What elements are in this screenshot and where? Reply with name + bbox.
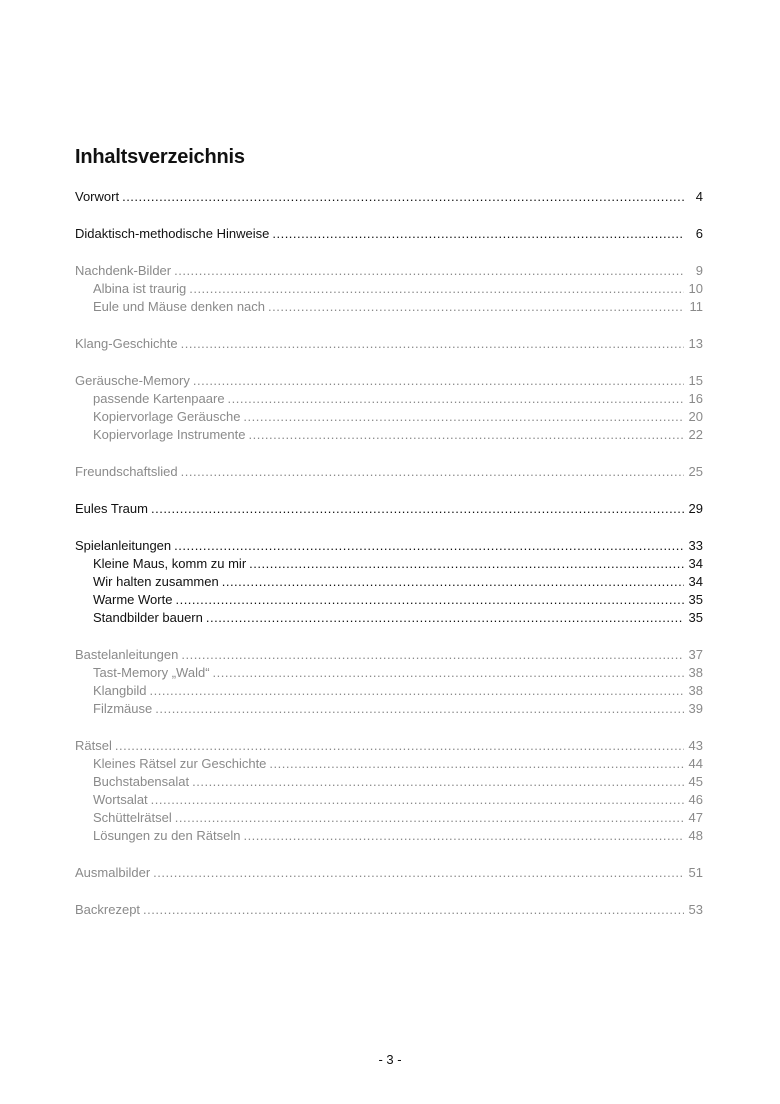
toc-entry[interactable] [75,463,703,481]
toc-entry-title: Wir halten zusammen [93,574,219,589]
toc-section [75,372,703,444]
dot-leader [193,372,684,390]
toc-entry-title: Buchstabensalat [93,774,190,789]
toc-subentry[interactable] [75,755,703,773]
toc-page-number: 39 [688,701,703,716]
dot-leader [213,664,684,682]
dot-leader [150,682,685,700]
toc-section [75,225,703,243]
toc-entry-title: Bastelanleitungen [75,647,179,662]
toc-section [75,737,703,845]
toc-subentry[interactable] [75,682,703,700]
toc-subentry[interactable] [75,280,703,298]
toc-entry[interactable] [75,335,703,353]
toc-entry-title: Freundschaftslied [75,464,178,479]
toc-section [75,646,703,718]
toc-page-number: 20 [688,409,703,424]
dot-leader [222,573,684,591]
toc-section [75,901,703,919]
toc-page-number: 35 [688,610,703,625]
toc-entry[interactable] [75,537,703,555]
dot-leader [181,335,684,353]
dot-leader [228,390,684,408]
toc-subentry[interactable] [75,609,703,627]
toc-entry-title: Albina ist traurig [93,281,187,296]
toc-section [75,500,703,518]
toc-page-number: 25 [688,464,703,479]
toc-entry-title: Standbilder bauern [93,610,203,625]
toc-page-number: 38 [688,665,703,680]
toc-entry-title: Tast-Memory „Wald“ [93,665,210,680]
toc-page-number: 13 [688,336,703,351]
toc-entry-title: Kleines Rätsel zur Geschichte [93,756,267,771]
dot-leader [249,555,684,573]
toc-page-number: 44 [688,756,703,771]
toc-page-number: 9 [695,263,703,278]
dot-leader [143,901,684,919]
toc-page-number: 22 [688,427,703,442]
dot-leader [115,737,684,755]
toc-subentry[interactable] [75,390,703,408]
toc-subentry[interactable] [75,408,703,426]
toc-entry[interactable] [75,188,703,206]
toc-entry[interactable] [75,864,703,882]
toc-page-number: 4 [695,189,703,204]
dot-leader [248,426,684,444]
toc-entry-title: Kopiervorlage Instrumente [93,427,246,442]
toc-subentry[interactable] [75,298,703,316]
toc-section [75,188,703,206]
toc-page-number: 29 [688,501,703,516]
toc-entry-title: Eules Traum [75,501,148,516]
toc-page-number: 37 [688,647,703,662]
dot-leader [181,646,684,664]
toc-page-number: 47 [688,810,703,825]
toc-subentry[interactable] [75,573,703,591]
dot-leader [151,791,684,809]
toc-entry-title: Vorwort [75,189,120,204]
toc-entry-title: Eule und Mäuse denken nach [93,299,266,314]
toc-entry-title: Rätsel [75,738,112,753]
toc-page-number: 46 [688,792,703,807]
toc-page-number: 11 [689,299,703,314]
toc-section [75,864,703,882]
dot-leader [122,188,684,206]
toc-page-number: 53 [688,902,703,917]
toc-entry-title: Lösungen zu den Rätseln [93,828,241,843]
toc-page-number: 51 [688,865,703,880]
toc-entry[interactable] [75,646,703,664]
toc-entry-title: Ausmalbilder [75,865,151,880]
dot-leader [243,408,684,426]
toc-subentry[interactable] [75,591,703,609]
toc-entry-title: Spielanleitungen [75,538,172,553]
dot-leader [268,298,684,316]
table-of-contents [75,188,703,938]
dot-leader [181,463,684,481]
toc-page-number: 45 [688,774,703,789]
toc-entry[interactable] [75,737,703,755]
toc-entry-title: Warme Worte [93,592,173,607]
toc-entry-title: Wortsalat [93,792,148,807]
dot-leader [206,609,684,627]
toc-page-number: 33 [688,538,703,553]
dot-leader [272,225,684,243]
toc-subentry[interactable] [75,426,703,444]
toc-page-number: 6 [695,226,703,241]
dot-leader [175,809,684,827]
page-number-footer: - 3 - [378,1052,402,1067]
dot-leader [174,537,684,555]
toc-entry-title: Schüttelrätsel [93,810,172,825]
dot-leader [189,280,684,298]
toc-page-number: 10 [688,281,703,296]
dot-leader [151,500,684,518]
toc-subentry[interactable] [75,700,703,718]
toc-entry-title: passende Kartenpaare [93,391,225,406]
toc-page-number: 35 [688,592,703,607]
toc-page-number: 34 [688,574,703,589]
toc-subentry[interactable] [75,664,703,682]
toc-subentry[interactable] [75,791,703,809]
dot-leader [155,700,684,718]
toc-entry-title: Filzmäuse [93,701,153,716]
toc-subentry[interactable] [75,809,703,827]
dot-leader [153,864,684,882]
toc-entry[interactable] [75,500,703,518]
toc-page-number: 43 [688,738,703,753]
toc-entry-title: Kleine Maus, komm zu mir [93,556,247,571]
dot-leader [243,827,684,845]
toc-section [75,463,703,481]
toc-entry-title: Kopiervorlage Geräusche [93,409,241,424]
toc-entry-title: Klangbild [93,683,147,698]
toc-page-number: 34 [688,556,703,571]
dot-leader [192,773,684,791]
toc-subentry[interactable] [75,555,703,573]
toc-section [75,335,703,353]
toc-entry[interactable] [75,372,703,390]
toc-subentry[interactable] [75,827,703,845]
toc-page-number: 48 [688,828,703,843]
dot-leader [174,262,684,280]
toc-entry[interactable] [75,225,703,243]
toc-page-number: 15 [688,373,703,388]
dot-leader [175,591,684,609]
toc-page-number: 16 [688,391,703,406]
toc-entry-title: Geräusche-Memory [75,373,190,388]
toc-entry[interactable] [75,901,703,919]
toc-heading: Inhaltsverzeichnis [75,146,245,168]
dot-leader [269,755,684,773]
toc-section [75,262,703,316]
toc-entry-title: Nachdenk-Bilder [75,263,172,278]
toc-entry-title: Klang-Geschichte [75,336,178,351]
toc-entry-title: Backrezept [75,902,141,917]
toc-section [75,537,703,627]
toc-subentry[interactable] [75,773,703,791]
toc-entry[interactable] [75,262,703,280]
toc-entry-title: Didaktisch-methodische Hinweise [75,226,270,241]
toc-page-number: 38 [688,683,703,698]
